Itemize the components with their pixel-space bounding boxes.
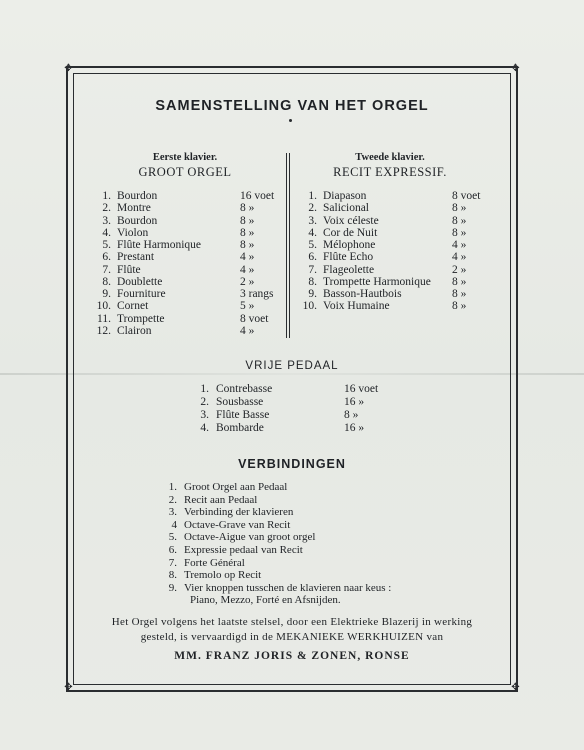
stop-number: 3. [102,214,111,227]
verbinding-item [0,481,584,493]
stop-name: Prestant [117,251,155,264]
verbinding-text: Vier knoppen tusschen de klavieren naar keus : [184,581,392,594]
stop-row [0,215,584,227]
verbinding-number: 6. [168,544,177,556]
stop-row [0,313,584,325]
stop-name: Bourdon [117,190,158,202]
stop-row [0,239,584,251]
stop-size: 2 » [240,275,255,288]
footer-maker: MM. FRANZ JORIS & ZONEN, RONSE [174,650,410,662]
stop-row [0,202,584,214]
verbinding-item [0,594,584,606]
stop-name: Cornet [117,300,149,313]
title-dot [289,119,292,122]
stop-row [0,300,584,312]
verbinding-item [0,506,584,518]
stop-size: 8 » [452,275,467,288]
verbinding-item [0,494,584,506]
stop-size: 4 » [240,263,255,276]
footer-line-2: gesteld, is vervaardigd in de MEKANIEKE WERKHUIZEN van [140,631,444,643]
stop-name: Doublette [117,275,163,288]
verbinding-number: 9. [168,581,177,594]
stop-size: 8 » [240,239,255,251]
page-title: SAMENSTELLING VAN HET ORGEL [155,98,429,114]
stop-size: 4 » [452,251,467,264]
verbinding-number: 3. [168,506,177,519]
stop-size: 8 voet [452,190,481,202]
stop-number: 4. [200,422,209,434]
stop-number: 3. [200,409,209,421]
verbinding-item [0,557,584,569]
stop-number: 1. [308,190,317,202]
stop-size: 8 » [452,288,467,300]
stop-size: 4 » [240,324,255,337]
verbinding-number: 5. [168,531,177,544]
corner-ornament-icon: ✥ [64,682,73,693]
stop-number: 6. [308,251,317,264]
stop-name: Bourdon [117,214,158,227]
stop-number: 2. [200,396,209,408]
stop-name: Montre [117,202,151,215]
verbinding-text: Forte Général [184,556,245,569]
stop-name: Trompette Harmonique [323,275,431,288]
stop-size: 16 » [344,396,365,408]
stop-size: 16 voet [344,383,379,395]
pedaal-title: VRIJE PEDAAL [245,360,339,372]
verbinding-text: Octave-Aigue van groot orgel [184,531,316,544]
stop-number: 1. [200,383,209,395]
verbinding-item [0,544,584,556]
stop-number: 12. [96,324,111,337]
stop-number: 2. [308,202,317,215]
verbinding-text: Recit aan Pedaal [184,493,258,506]
stop-row [0,383,584,395]
verbinding-text: Piano, Mezzo, Forté en Afsnijden. [190,594,341,607]
stop-number: 11. [97,312,111,325]
verbinding-number: 2. [168,493,177,506]
stop-size: 16 voet [240,190,275,202]
verbinding-text: Expressie pedaal van Recit [184,544,303,556]
stop-size: 4 » [240,251,255,264]
stop-number: 10. [302,300,317,313]
stop-number: 8. [308,275,317,288]
right-manual-label: Tweede klavier. [355,152,425,163]
stop-number: 1. [102,190,111,202]
stop-row [0,264,584,276]
corner-ornament-icon: ✥ [511,63,520,74]
stop-size: 4 » [452,239,467,251]
footer-line-1: Het Orgel volgens het laatste stelsel, door een Elektrieke Blazerij in werking [111,616,473,628]
stop-size: 8 » [452,226,467,239]
stop-number: 10. [96,300,111,313]
stop-number: 3. [308,214,317,227]
verbinding-number: 4 [171,518,177,531]
stop-name: Flageolette [323,263,375,276]
stop-row [0,276,584,288]
stop-name: Trompette [117,312,165,325]
stop-number: 8. [102,275,111,288]
stop-size: 8 » [240,214,255,227]
right-column-header [300,152,480,180]
stop-name: Salicional [323,202,369,215]
stop-row [0,325,584,337]
stop-name: Fourniture [117,288,166,300]
stop-number: 5. [102,239,111,251]
stop-number: 5. [308,239,317,251]
stop-size: 2 » [452,263,467,276]
stop-size: 8 » [452,214,467,227]
stop-name: Flûte Echo [323,251,374,264]
verbinding-item [0,519,584,531]
stop-name: Sousbasse [216,396,264,408]
stop-row [0,288,584,300]
verbinding-text: Tremolo op Recit [184,569,262,582]
stop-number: 9. [102,288,111,300]
stop-name: Flûte Basse [216,409,270,421]
stop-name: Voix Humaine [323,300,390,313]
stop-size: 8 » [452,202,467,215]
stop-row [0,190,584,202]
verbinding-number: 7. [168,556,177,569]
stop-name: Cor de Nuit [323,226,378,239]
stop-size: 8 » [240,202,255,215]
verbindingen-title: VERBINDINGEN [238,457,346,471]
verbinding-item [0,582,584,594]
stop-size: 8 voet [240,312,269,325]
stop-number: 2. [102,202,111,215]
left-column-header [100,152,270,180]
stop-number: 4. [308,226,317,239]
stop-name: Mélophone [323,239,376,251]
stop-name: Voix céleste [323,214,379,227]
stop-size: 16 » [344,422,365,434]
left-manual-label: Eerste klavier. [152,152,218,163]
verbinding-number: 8. [168,569,177,582]
stop-row [0,251,584,263]
stop-name: Violon [117,226,149,239]
left-manual-title: GROOT ORGEL [138,165,232,179]
verbinding-number: 1. [168,481,177,493]
corner-ornament-icon: ✥ [64,63,73,74]
stop-row [0,422,584,434]
stop-number: 9. [308,288,317,300]
stop-number: 7. [308,263,317,276]
verbinding-text: Verbinding der klavieren [184,506,294,519]
stop-name: Clairon [117,324,152,337]
stop-row [0,396,584,408]
stop-name: Bombarde [216,422,264,434]
stop-name: Flûte Harmonique [117,239,201,251]
right-manual-title: RECIT EXPRESSIF. [333,165,447,179]
verbinding-item [0,531,584,543]
verbinding-item [0,569,584,581]
stop-size: 8 » [452,300,467,313]
stop-size: 5 » [240,300,255,313]
stop-row [0,227,584,239]
stop-number: 7. [102,263,111,276]
stop-size: 3 rangs [240,288,274,300]
verbinding-text: Octave-Grave van Recit [184,518,291,531]
stop-row [0,409,584,421]
corner-ornament-icon: ✥ [511,682,520,693]
stop-number: 6. [102,251,111,264]
stop-name: Contrebasse [216,383,273,395]
stop-size: 8 » [240,226,255,239]
stop-name: Flûte [117,263,141,276]
stop-name: Basson-Hautbois [323,288,402,300]
stop-size: 8 » [344,409,359,421]
verbinding-text: Groot Orgel aan Pedaal [184,481,288,493]
stop-name: Diapason [323,190,367,202]
stop-number: 4. [102,226,111,239]
